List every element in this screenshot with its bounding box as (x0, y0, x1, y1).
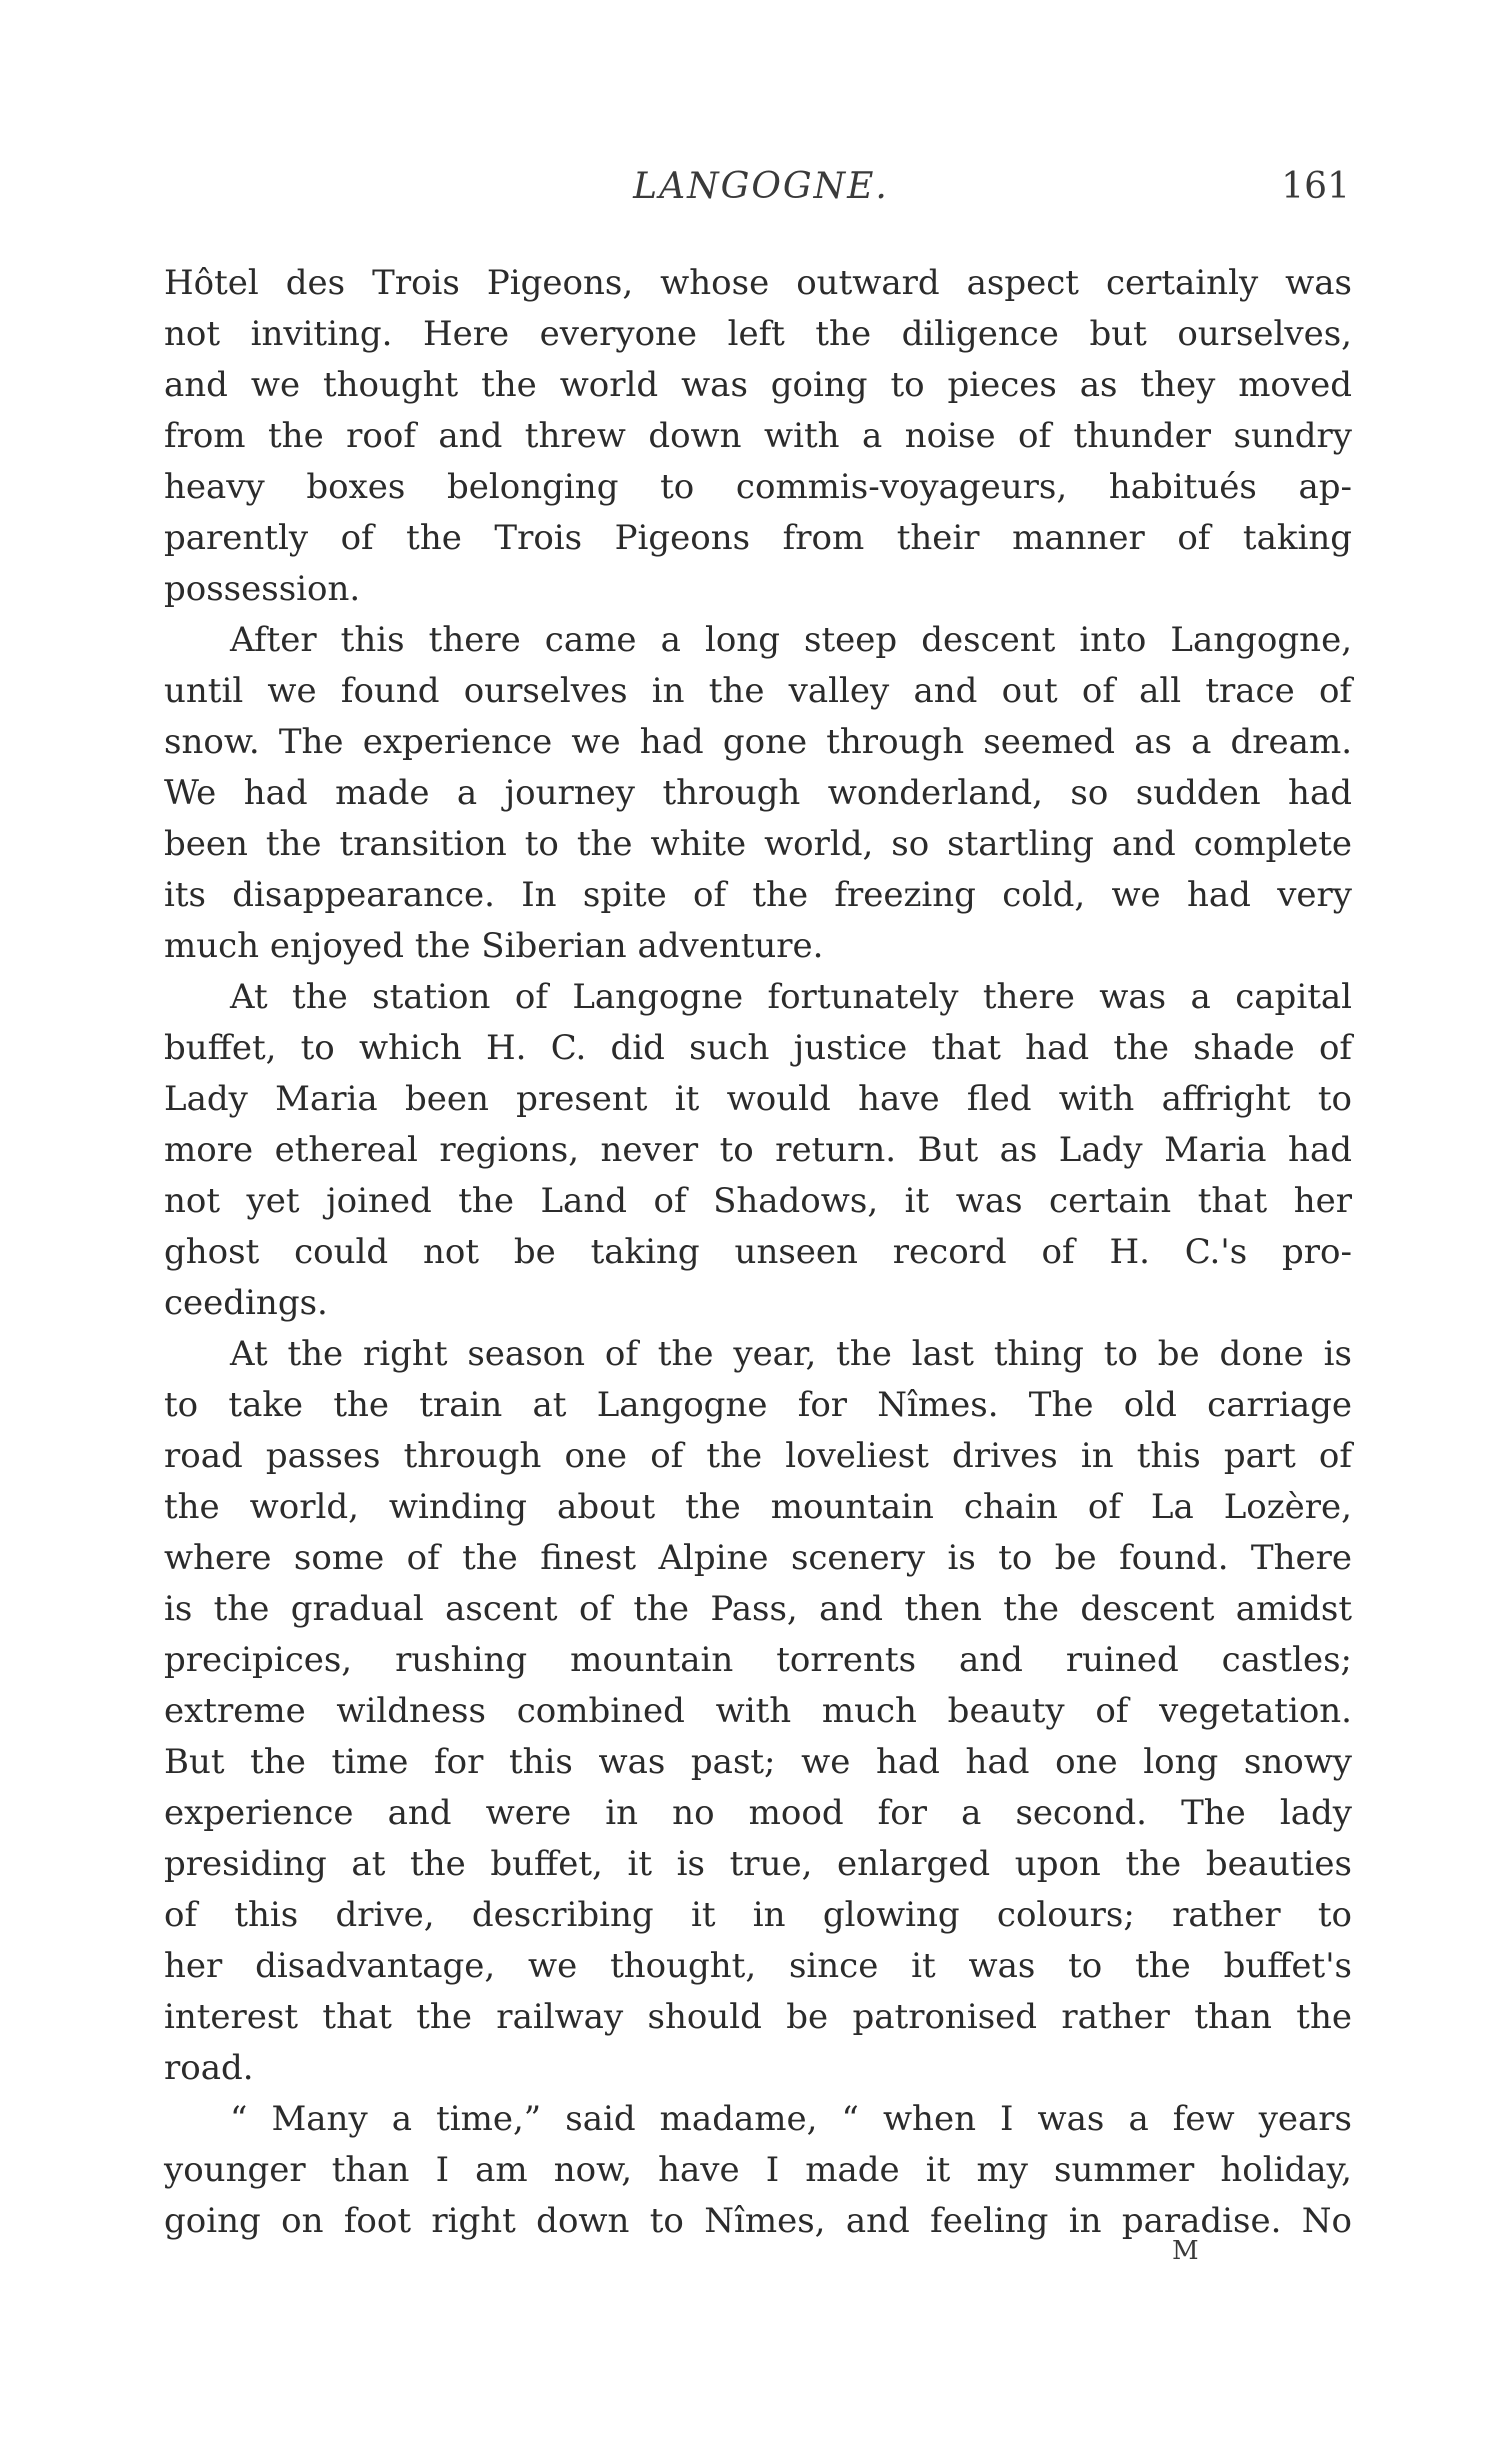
text-line: to take the train at Langogne for Nîmes. The old carriage (164, 1385, 1352, 1425)
text-line: Lady Maria been present it would have fled with affright to (164, 1079, 1352, 1119)
text-line: her disadvantage, we thought, since it was to the buffet's (164, 1946, 1352, 1986)
running-title: LANGOGNE. (633, 166, 889, 207)
text-line: Hôtel des Trois Pigeons, whose outward aspect certainly was (164, 263, 1352, 303)
text-line: of this drive, describing it in glowing colours; rather to (164, 1895, 1352, 1935)
text-line: extreme wildness combined with much beauty of vegetation. (164, 1691, 1352, 1731)
signature-mark: M (1172, 2236, 1200, 2266)
text-line: been the transition to the white world, so startling and complete (164, 824, 1352, 864)
text-line: presiding at the buffet, it is true, enlarged upon the beauties (164, 1844, 1352, 1884)
text-line: interest that the railway should be patronised rather than the (164, 1997, 1352, 2037)
paragraph-start-line: After this there came a long steep descent into Langogne, (230, 620, 1352, 660)
paragraph-start-line: “ Many a time,” said madame, “ when I was a few years (230, 2099, 1352, 2139)
text-line: possession. (164, 569, 361, 609)
text-line: not yet joined the Land of Shadows, it was certain that her (164, 1181, 1352, 1221)
text-line: snow. The experience we had gone through seemed as a dream. (164, 722, 1352, 762)
body-text (164, 258, 1352, 2247)
text-line: much enjoyed the Siberian adventure. (164, 926, 824, 966)
text-line: younger than I am now, have I made it my summer holiday, (164, 2150, 1352, 2190)
text-line: road passes through one of the loveliest drives in this part of (164, 1436, 1352, 1476)
text-line: and we thought the world was going to pieces as they moved (164, 365, 1352, 405)
text-line: ceedings. (164, 1283, 328, 1323)
text-line: the world, winding about the mountain chain of La Lozère, (164, 1487, 1352, 1527)
text-line: is the gradual ascent of the Pass, and then the descent amidst (164, 1589, 1352, 1629)
paragraph-start-line: At the station of Langogne fortunately there was a capital (230, 977, 1352, 1017)
paragraph-start-line: At the right season of the year, the last thing to be done is (230, 1334, 1352, 1374)
text-line: not inviting. Here everyone left the diligence but ourselves, (164, 314, 1352, 354)
text-line: heavy boxes belonging to commis-voyageurs, habitués ap- (164, 467, 1352, 507)
page-number: 161 (1281, 166, 1350, 207)
text-line: its disappearance. In spite of the freezing cold, we had very (164, 875, 1352, 915)
text-line: road. (164, 2048, 254, 2088)
text-line: parently of the Trois Pigeons from their manner of taking (164, 518, 1352, 558)
text-line: buffet, to which H. C. did such justice that had the shade of (164, 1028, 1352, 1068)
text-line: more ethereal regions, never to return. But as Lady Maria had (164, 1130, 1352, 1170)
text-line: from the roof and threw down with a noise of thunder sundry (164, 416, 1352, 456)
text-line: until we found ourselves in the valley and out of all trace of (164, 671, 1352, 711)
text-line: going on foot right down to Nîmes, and feeling in paradise. No (164, 2201, 1352, 2241)
text-line: where some of the finest Alpine scenery is to be found. There (164, 1538, 1352, 1578)
text-line: precipices, rushing mountain torrents and ruined castles; (164, 1640, 1352, 1680)
text-line: We had made a journey through wonderland, so sudden had (164, 773, 1352, 813)
text-line: But the time for this was past; we had had one long snowy (164, 1742, 1352, 1782)
running-head (160, 166, 1362, 216)
text-line: experience and were in no mood for a second. The lady (164, 1793, 1352, 1833)
text-line: ghost could not be taking unseen record of H. C.'s pro- (164, 1232, 1352, 1272)
